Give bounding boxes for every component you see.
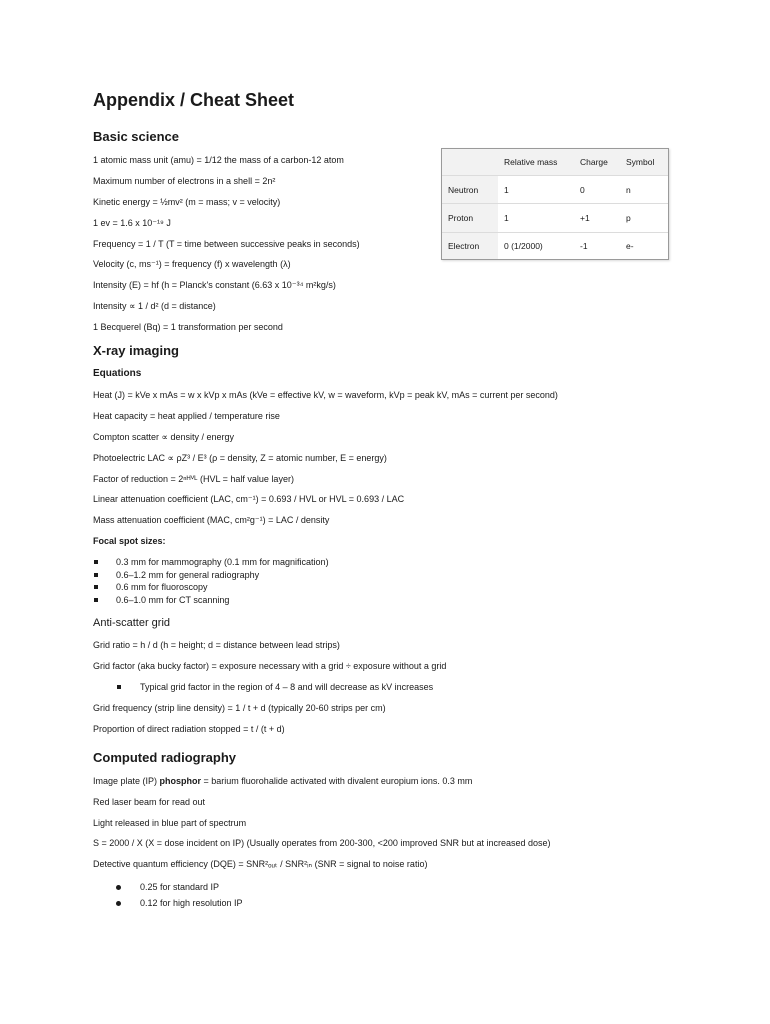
basic-science-line: Intensity ∝ 1 / d² (d = distance) bbox=[93, 301, 216, 312]
grid-line: Proportion of direct radiation stopped = t / (t + d) bbox=[93, 723, 285, 734]
equation-line: Heat capacity = heat applied / temperature rise bbox=[93, 410, 280, 421]
table-cell: +1 bbox=[574, 204, 620, 232]
equation-line: Heat (J) = kVe x mAs = w x kVp x mAs (kVe = effective kV, w = waveform, kVp = peak kV, mAs = current per second) bbox=[93, 390, 558, 401]
equation-line: Factor of reduction = 2ⁿᴴⱽᴸ (HVL = half value layer) bbox=[93, 473, 294, 484]
image-plate-line bbox=[93, 775, 693, 787]
basic-science-line: Maximum number of electrons in a shell = 2n² bbox=[93, 175, 276, 186]
table-cell: 1 bbox=[498, 204, 574, 232]
table-header-row bbox=[442, 149, 668, 176]
list-item: 0.6–1.2 mm for general radiography bbox=[93, 569, 693, 582]
table-row bbox=[442, 176, 668, 204]
section-heading-xray: X-ray imaging bbox=[93, 343, 179, 359]
focal-spot-list bbox=[93, 556, 693, 606]
page-title: Appendix / Cheat Sheet bbox=[93, 90, 295, 110]
basic-science-line: Kinetic energy = ½mv² (m = mass; v = velocity) bbox=[93, 196, 281, 207]
table-cell: 0 (1/2000) bbox=[504, 240, 543, 251]
list-item: Typical grid factor in the region of 4 – 8 and will decrease as kV increases bbox=[93, 681, 693, 693]
table-header-cell bbox=[442, 149, 498, 176]
list-item: 0.6–1.0 mm for CT scanning bbox=[93, 594, 693, 607]
basic-science-line: 1 ev = 1.6 x 10⁻¹⁹ J bbox=[93, 217, 171, 228]
table-header-cell: Relative mass bbox=[498, 149, 574, 176]
list-item: 0.6 mm for fluoroscopy bbox=[93, 581, 693, 594]
cr-line: Red laser beam for read out bbox=[93, 796, 206, 807]
table-row-header: Electron bbox=[442, 232, 498, 259]
table-header-cell: Charge bbox=[574, 149, 620, 176]
table-cell: p bbox=[620, 204, 668, 232]
basic-science-line: Intensity (E) = hf (h = Planck's constant (6.63 x 10⁻³⁴ m²kg/s) bbox=[93, 280, 336, 291]
equation-line: Linear attenuation coefficient (LAC, cm⁻¹) = 0.693 / HVL or HVL = 0.693 / LAC bbox=[93, 494, 405, 505]
equation-line: Photoelectric LAC ∝ ρZ³ / E³ (ρ = density, Z = atomic number, E = energy) bbox=[93, 452, 387, 463]
table-row-header: Proton bbox=[442, 204, 498, 232]
table-cell: e- bbox=[626, 240, 634, 251]
equation-line: Compton scatter ∝ density / energy bbox=[93, 431, 234, 442]
section-heading-basic-science: Basic science bbox=[93, 129, 180, 144]
grid-line: Grid frequency (strip line density) = 1 / t + d (typically 20-60 strips per cm) bbox=[93, 702, 386, 713]
section-heading-computed-radiography: Computed radiography bbox=[93, 749, 237, 765]
cr-line: Light released in blue part of spectrum bbox=[93, 817, 247, 828]
table-cell: 1 bbox=[498, 176, 574, 204]
dqe-list bbox=[93, 879, 693, 911]
table-row bbox=[442, 232, 668, 259]
ip-prefix: Image plate (IP) bbox=[93, 775, 160, 786]
equation-line: Mass attenuation coefficient (MAC, cm²g⁻¹) = LAC / density bbox=[93, 515, 330, 526]
anti-scatter-grid-heading: Anti-scatter grid bbox=[93, 617, 171, 630]
basic-science-line: 1 Becquerel (Bq) = 1 transformation per second bbox=[93, 322, 283, 333]
basic-science-line: Velocity (c, ms⁻¹) = frequency (f) x wavelength (λ) bbox=[93, 259, 291, 270]
ip-bold-term: phosphor bbox=[159, 775, 202, 786]
table-cell: -1 bbox=[580, 240, 588, 251]
grid-factor-list bbox=[93, 681, 693, 693]
equations-heading: Equations bbox=[93, 368, 142, 380]
basic-science-line: Frequency = 1 / T (T = time between successive peaks in seconds) bbox=[93, 238, 360, 249]
list-item: 0.12 for high resolution IP bbox=[93, 895, 693, 911]
cr-line: Detective quantum efficiency (DQE) = SNR²ₒᵤₜ / SNR²ᵢₙ (SNR = signal to noise ratio) bbox=[93, 859, 428, 870]
table-header-cell: Symbol bbox=[620, 149, 668, 176]
table-cell: 0 bbox=[574, 176, 620, 204]
list-item: 0.25 for standard IP bbox=[93, 879, 693, 895]
table-cell: n bbox=[620, 176, 668, 204]
list-item: 0.3 mm for mammography (0.1 mm for magnification) bbox=[93, 556, 693, 569]
grid-line: Grid factor (aka bucky factor) = exposure necessary with a grid ÷ exposure without a grid bbox=[93, 661, 447, 672]
particle-table bbox=[441, 148, 669, 260]
table-row bbox=[442, 204, 668, 232]
cr-line: S = 2000 / X (X = dose incident on IP) (Usually operates from 200-300, <200 improved SNR but at increased dose) bbox=[93, 838, 551, 849]
focal-spot-heading: Focal spot sizes: bbox=[93, 536, 166, 547]
basic-science-line: 1 atomic mass unit (amu) = 1/12 the mass of a carbon-12 atom bbox=[93, 155, 344, 165]
table-row-header: Neutron bbox=[442, 176, 498, 204]
ip-suffix: = barium fluorohalide activated with divalent europium ions. 0.3 mm bbox=[201, 775, 473, 786]
grid-line: Grid ratio = h / d (h = height; d = distance between lead strips) bbox=[93, 640, 340, 651]
